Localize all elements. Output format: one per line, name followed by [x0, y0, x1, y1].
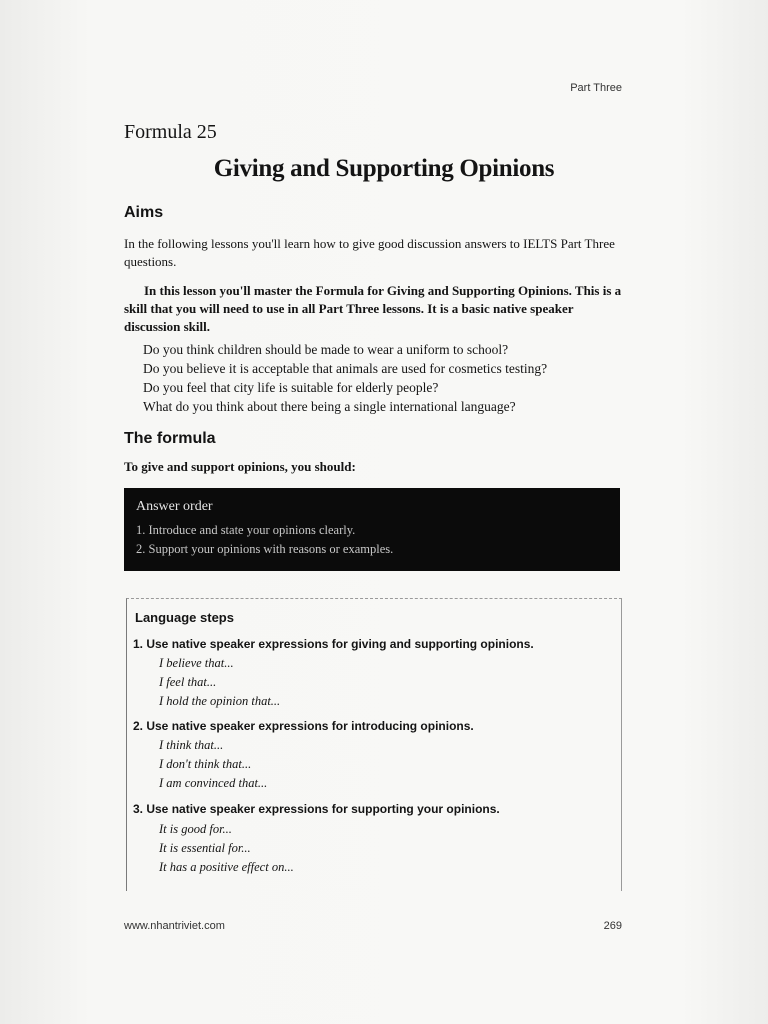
footer-url: www.nhantriviet.com — [124, 920, 225, 932]
step-example: It is essential for... — [159, 841, 251, 855]
part-label: Part Three — [570, 82, 622, 94]
example-questions — [143, 340, 547, 416]
answer-order-title: Answer order — [136, 499, 213, 514]
answer-order-box — [124, 488, 620, 571]
formula-intro: To give and support opinions, you should: — [124, 459, 356, 474]
aims-paragraph-1: In the following lessons you'll learn how to give good discussion answers to IELTS Part Three questions. — [124, 236, 615, 269]
formula-heading: The formula — [124, 430, 216, 447]
language-steps-title: Language steps — [135, 610, 234, 625]
step-example: I don't think that... — [159, 757, 252, 771]
question-item: Do you think children should be made to wear a uniform to school? — [143, 342, 509, 357]
aims-heading: Aims — [124, 204, 164, 221]
answer-order-item: 1. Introduce and state your opinions clearly. — [136, 523, 356, 537]
step-example: I believe that... — [159, 656, 234, 670]
aims-paragraph-2: In this lesson you'll master the Formula for Giving and Supporting Opinions. This is a skill that you will need to use in all Part Three lessons. It is a basic native speaker discussion skill. — [124, 283, 622, 334]
step-heading: 1. Use native speaker expressions for giving and supporting opinions. — [133, 637, 534, 651]
step-example: I hold the opinion that... — [159, 694, 281, 708]
step-example: It is good for... — [159, 822, 232, 836]
step-example: I am convinced that... — [159, 776, 268, 790]
page-number: 269 — [603, 920, 622, 932]
question-item: Do you feel that city life is suitable for elderly people? — [143, 380, 439, 395]
question-item: Do you believe it is acceptable that animals are used for cosmetics testing? — [143, 361, 548, 376]
step-example: I feel that... — [159, 675, 217, 689]
answer-order-item: 2. Support your opinions with reasons or examples. — [136, 542, 394, 556]
step-heading: 3. Use native speaker expressions for supporting your opinions. — [133, 802, 500, 816]
language-steps-box — [126, 598, 622, 891]
step-heading: 2. Use native speaker expressions for introducing opinions. — [133, 719, 474, 733]
step-example: I think that... — [159, 738, 224, 752]
page-title: Giving and Supporting Opinions — [213, 155, 555, 182]
question-item: What do you think about there being a single international language? — [143, 399, 516, 414]
step-example: It has a positive effect on... — [159, 860, 294, 874]
formula-number: Formula 25 — [124, 121, 217, 143]
